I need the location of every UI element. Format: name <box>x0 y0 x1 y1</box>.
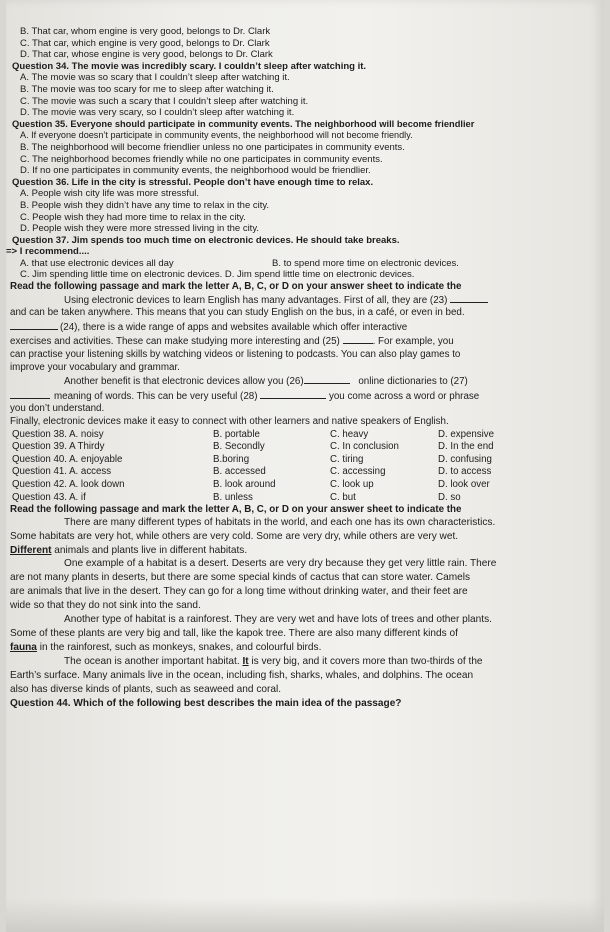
passage-1-text: Another benefit is that electronic devices allow you (26) <box>64 376 304 388</box>
passage-1-instruction: Read the following passage and mark the letter A, B, C, or D on your answer sheet to indicate the <box>10 281 462 293</box>
q35-option-a: A. If everyone doesn’t participate in community events, the neighborhood will not become friendly. <box>20 130 413 141</box>
passage-2-text: animals and plants live in different habitats. <box>51 544 248 556</box>
answer-row-39 <box>0 441 610 454</box>
passage-1-line <box>10 374 600 389</box>
blank-25 <box>343 334 373 344</box>
q34-option-d: D. The movie was very scary, so I couldn’t sleep after watching it. <box>20 107 295 119</box>
answer-row-42 <box>0 479 610 492</box>
answer-q-a: Question 43. A. if <box>12 491 86 503</box>
passage-1-line <box>10 293 600 308</box>
passage-1-line: you don’t understand. <box>10 403 105 415</box>
passage-2 <box>0 516 610 711</box>
q35-option-b: B. The neighborhood will become friendlier unless no one participates in community events. <box>20 141 405 153</box>
answer-b: B. Secondly <box>213 441 265 453</box>
passage-2-line: Earth’s surface. Many animals live in the ocean, including fish, sharks, whales, and dolphins. The ocean <box>10 669 474 681</box>
passage-1-line: can practise your listening skills by watching videos or listening to podcasts. You can also play games to <box>10 349 461 361</box>
answer-c: C. heavy <box>330 428 369 440</box>
passage-1-line: and can be taken anywhere. This means that you can study English on the bus, in a café, or even in bed. <box>10 307 465 319</box>
question-36-stem: Question 36. Life in the city is stressful. People don’t have enough time to relax. <box>12 176 374 188</box>
option-d-top: D. That car, whose engine is very good, belongs to Dr. Clark <box>20 49 273 61</box>
answer-row-40 <box>0 454 610 467</box>
answer-b: B. portable <box>213 428 260 440</box>
answer-row-41 <box>0 466 610 479</box>
passage-2-line: wide so that they do not sink into the sand. <box>10 600 201 612</box>
answer-row-43 <box>0 492 610 505</box>
underlined-word-different: Different <box>10 544 52 556</box>
passage-1-text: Using electronic devices to learn English has many advantages. First of all, they are (23) <box>64 294 448 306</box>
passage-1-text: (24), there is a wide range of apps and websites available which offer interactive <box>60 321 408 333</box>
answer-c: C. In conclusion <box>330 441 399 453</box>
answer-b: B. look around <box>213 478 276 490</box>
passage-2-line: Some habitats are very hot, while others are very cold. Some are very dry, while others are very wet. <box>10 530 459 542</box>
q36-option-d: D. People wish they were more stressed living in the city. <box>20 223 260 235</box>
passage-2-line <box>10 544 600 558</box>
passage-2-line: There are many different types of habitats in the world, and each one has its own characteristics. <box>64 516 496 528</box>
answer-d: D. so <box>438 491 461 503</box>
answer-c: C. look up <box>330 478 374 490</box>
underlined-word-it: It <box>242 655 249 667</box>
passage-2-line: Some of these plants are very big and tall, like the kapok tree. There are also many different kinds of <box>10 628 458 639</box>
question-37-stem: Question 37. Jim spends too much time on electronic devices. He should take breaks. <box>12 234 400 246</box>
passage-1-text: . For example, you <box>372 336 454 348</box>
passage-1-text: exercises and activities. These can make studying more interesting and (25) <box>10 336 340 348</box>
answer-b: B. unless <box>213 491 253 503</box>
passage-2-instruction: Read the following passage and mark the letter A, B, C, or D on your answer sheet to indicate the <box>10 504 462 516</box>
answer-c: C. accessing <box>330 466 386 478</box>
passage-2-line <box>10 641 600 655</box>
q34-option-c: C. The movie was such a scary that I couldn’t sleep after watching it. <box>20 95 309 107</box>
passage-2-line: One example of a habitat is a desert. Deserts are very dry because they get very little rain. There <box>64 558 497 570</box>
blank-27 <box>10 389 50 399</box>
question-35-stem: Question 35. Everyone should participate in community events. The neighborhood will become friendlier <box>12 118 475 129</box>
passage-2-line: are animals that live in the desert. They can go for a long time without drinking water, and their feet are <box>10 586 468 598</box>
passage-1-line <box>10 320 600 335</box>
passage-1 <box>0 293 610 429</box>
underlined-word-fauna: fauna <box>10 641 37 653</box>
q35-option-c: C. The neighborhood becomes friendly while no one participates in community events. <box>20 153 383 165</box>
answer-d: D. In the end <box>438 441 494 453</box>
question-44-stem: Question 44. Which of the following best describes the main idea of the passage? <box>10 697 402 709</box>
passage-2-line: Another type of habitat is a rainforest. They are very wet and have lots of trees and other plants. <box>64 614 492 626</box>
passage-2-text: in the rainforest, such as monkeys, snakes, and colourful birds. <box>36 641 322 653</box>
option-b-top: B. That car, whom engine is very good, belongs to Dr. Clark <box>20 26 271 37</box>
answer-q-a: Question 41. A. access <box>12 466 112 478</box>
answer-d: D. to access <box>438 466 492 478</box>
q34-option-a: A. The movie was so scary that I couldn’t sleep after watching it. <box>20 72 290 84</box>
passage-1-line <box>10 334 600 349</box>
worksheet-content <box>0 26 610 710</box>
passage-2-text: is very big, and it covers more than two-thirds of the <box>248 655 483 667</box>
answer-d: D. confusing <box>438 453 492 465</box>
q37-option-b: B. to spend more time on electronic devices. <box>272 257 459 269</box>
answer-c: C. tiring <box>330 453 364 465</box>
blank-24 <box>10 320 58 330</box>
q36-option-c: C. People wish they had more time to relax in the city. <box>20 211 246 223</box>
q37-options-ab <box>0 258 610 270</box>
page-edge-shadow <box>6 898 604 932</box>
passage-1-text: meaning of words. This can be very useful (28) <box>54 390 258 402</box>
blank-26 <box>304 374 350 384</box>
passage-2-text: The ocean is another important habitat. <box>64 655 243 667</box>
passage-1-line <box>10 389 600 404</box>
answer-q-a: Question 39. A Thirdy <box>12 441 105 453</box>
passage-2-line <box>10 655 600 669</box>
answer-d: D. look over <box>438 478 490 490</box>
passage-1-line: improve your vocabulary and grammar. <box>10 361 180 373</box>
answer-b: B. accessed <box>213 466 266 478</box>
answer-c: C. but <box>330 491 356 503</box>
passage-1-line: Finally, electronic devices make it easy to connect with other learners and native speakers of English. <box>10 416 449 427</box>
blank-28 <box>260 389 326 399</box>
passage-1-text: online dictionaries to (27) <box>358 376 468 388</box>
answer-table <box>0 429 610 505</box>
option-c-top: C. That car, which engine is very good, belongs to Dr. Clark <box>20 37 270 49</box>
answer-row-38 <box>0 429 610 442</box>
blank-23 <box>450 293 488 303</box>
answer-b: B.boring <box>213 453 250 465</box>
answer-q-a: Question 42. A. look down <box>12 478 125 490</box>
q37-options-cd: C. Jim spending little time on electronic devices. D. Jim spend little time on electronic devices. <box>20 269 415 281</box>
answer-d: D. expensive <box>438 428 495 440</box>
passage-1-text: you come across a word or phrase <box>328 390 480 402</box>
q35-option-d: D. If no one participates in community events, the neighborhood would be friendlier. <box>20 165 371 177</box>
passage-2-line: also has diverse kinds of plants, such as seaweed and coral. <box>10 683 282 695</box>
q36-option-b: B. People wish they didn’t have any time to relax in the city. <box>20 199 270 211</box>
question-34-stem: Question 34. The movie was incredibly scary. I couldn’t sleep after watching it. <box>12 60 367 72</box>
answer-q-a: Question 38. A. noisy <box>12 428 104 440</box>
q37-lead: => I recommend.... <box>6 246 90 258</box>
q37-option-a: A. that use electronic devices all day <box>20 257 174 269</box>
q36-option-a: A. People wish city life was more stressful. <box>20 188 199 200</box>
q34-option-b: B. The movie was too scary for me to sleep after watching it. <box>20 83 274 95</box>
answer-q-a: Question 40. A. enjoyable <box>12 453 123 465</box>
passage-2-line: are not many plants in deserts, but there are some special kinds of cactus that can store water. Camels <box>10 572 471 584</box>
